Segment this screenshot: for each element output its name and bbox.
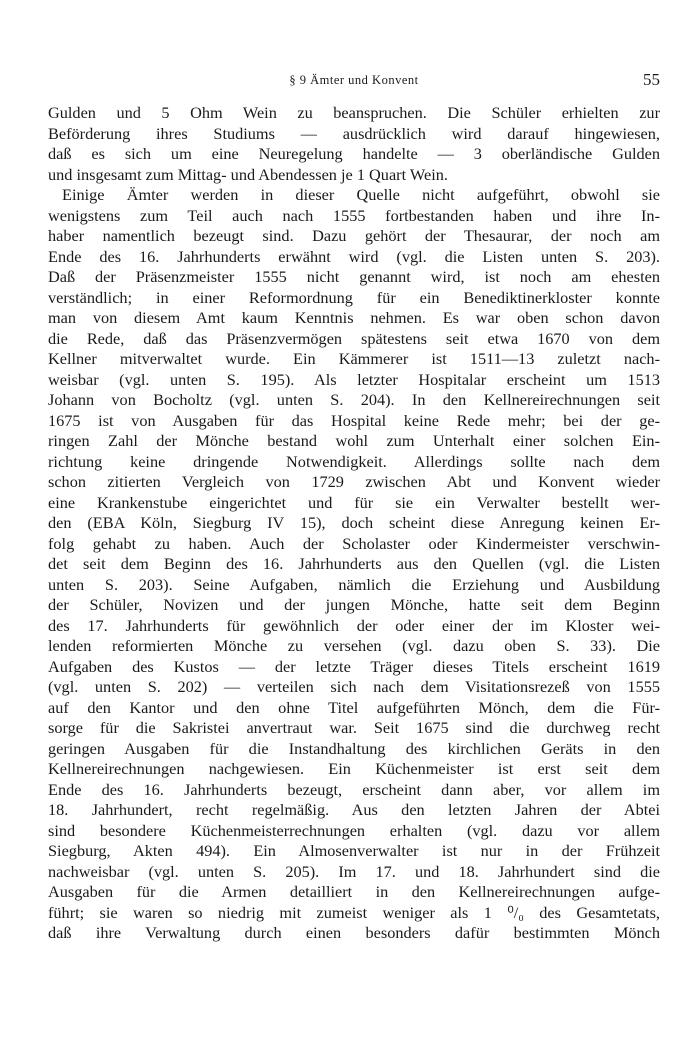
- text-line: weisbar (vgl. unten S. 195). Als letzter Hospitalar erscheint um 1513: [48, 369, 660, 389]
- text-line: eine Krankenstube eingerichtet und für sie ein Verwalter bestellt wer-: [48, 492, 660, 512]
- text-line: Daß der Präsenzmeister 1555 nicht genannt wird, ist noch am ehesten: [48, 267, 660, 286]
- text-line: geringen Ausgaben für die Instandhaltung des kirchlichen Geräts in den: [48, 738, 660, 758]
- text-line: haber namentlich bezeugt sind. Dazu gehört der Thesaurar, der noch am: [48, 226, 660, 245]
- text-line: 18. Jahrhundert, recht regelmäßig. Aus den letzten Jahren der Abtei: [48, 800, 660, 819]
- text-line: Kellner mitverwaltet wurde. Ein Kämmerer ist 1511—13 zuletzt nach-: [48, 349, 660, 368]
- text-line: Aufgaben des Kustos — der letzte Träger dieses Titels erscheint 1619: [48, 656, 660, 676]
- text-line: verständlich; in einer Reformordnung für ein Benediktinerkloster konnte: [48, 287, 660, 307]
- text-line: der Schüler, Novizen und der jungen Mönche, hatte seit dem Beginn: [48, 595, 660, 614]
- text-line: Johann von Bocholtz (vgl. unten S. 204). In den Kellnereirechnungen seit: [48, 390, 660, 409]
- paragraph: [48, 103, 660, 185]
- text-line: Einige Ämter werden in dieser Quelle nicht aufgeführt, obwohl sie: [62, 185, 660, 204]
- text-line: die Rede, daß das Präsenzvermögen spätestens seit etwa 1670 von dem: [48, 328, 660, 348]
- text-line: Gulden und 5 Ohm Wein zu beanspruchen. Die Schüler erhielten zur: [48, 103, 660, 122]
- text-line: richtung keine dringende Notwendigkeit. Allerdings sollte nach dem: [48, 451, 660, 471]
- text-line: daß es sich um eine Neuregelung handelte — 3 oberländische Gulden: [48, 144, 660, 163]
- text-line: wenigstens zum Teil auch nach 1555 fortbestanden haben und ihre In-: [48, 205, 660, 225]
- running-title: § 9 Ämter und Konvent: [289, 73, 419, 87]
- text-line: ringen Zahl der Mönche bestand wohl zum Unterhalt einer solchen Ein-: [48, 431, 660, 450]
- paragraph: [48, 185, 660, 944]
- page-number: 55: [643, 70, 660, 89]
- text-line: det seit dem Beginn des 16. Jahrhunderts aus den Quellen (vgl. die Listen: [48, 554, 660, 573]
- text-line: man von diesem Amt kaum Kenntnis nehmen. Es war oben schon davon: [48, 308, 660, 327]
- text-line: den (EBA Köln, Siegburg IV 15), doch scheint diese Anregung keinen Er-: [48, 513, 660, 532]
- page-header: [48, 70, 660, 92]
- text-line: nachweisbar (vgl. unten S. 205). Im 17. und 18. Jahrhundert sind die: [48, 861, 660, 881]
- text-line: und insgesamt zum Mittag- und Abendessen je 1 Quart Wein.: [48, 164, 448, 184]
- text-line: (vgl. unten S. 202) — verteilen sich nach dem Visitationsrezeß von 1555: [48, 677, 660, 696]
- text-line: folg gehabt zu haben. Auch der Scholaster oder Kindermeister verschwin-: [48, 533, 660, 553]
- text-line: Ausgaben für die Armen detailliert in den Kellnereirechnungen aufge-: [48, 882, 660, 901]
- text-line: 1675 ist von Ausgaben für das Hospital keine Rede mehr; bei der ge-: [48, 410, 660, 430]
- text-line: Ende des 16. Jahrhunderts bezeugt, erscheint dann aber, vor allem im: [48, 779, 660, 799]
- text-line: sind besondere Küchenmeisterrechnungen erhalten (vgl. dazu vor allem: [48, 820, 660, 840]
- text-line: Beförderung ihres Studiums — ausdrücklich wird darauf hingewiesen,: [48, 123, 660, 143]
- text-line: lenden reformierten Mönche zu versehen (vgl. dazu oben S. 33). Die: [48, 636, 660, 655]
- text-line: des 17. Jahrhunderts für gewöhnlich der oder einer der im Kloster wei-: [48, 615, 660, 635]
- text-line: Siegburg, Akten 494). Ein Almosenverwalter ist nur in der Frühzeit: [48, 841, 660, 860]
- text-line: sorge für die Sakristei anvertraut war. Seit 1675 sind die durchweg recht: [48, 718, 660, 737]
- body-text: [48, 103, 660, 944]
- text-line: schon zitierten Vergleich von 1729 zwischen Abt und Konvent wieder: [48, 472, 660, 491]
- text-line: Ende des 16. Jahrhunderts erwähnt wird (vgl. die Listen unten S. 203).: [48, 246, 660, 266]
- text-line: unten S. 203). Seine Aufgaben, nämlich die Erziehung und Ausbildung: [48, 574, 660, 594]
- text-line: auf den Kantor und den ohne Titel aufgeführten Mönch, dem die Für-: [48, 697, 660, 717]
- text-line: führt; sie waren so niedrig mit zumeist weniger als 1 ⁰/₀ des Gesamtetats,: [48, 902, 660, 922]
- text-line: daß ihre Verwaltung durch einen besonders dafür bestimmten Mönch: [48, 923, 660, 942]
- text-line: Kellnereirechnungen nachgewiesen. Ein Küchenmeister ist erst seit dem: [48, 759, 660, 778]
